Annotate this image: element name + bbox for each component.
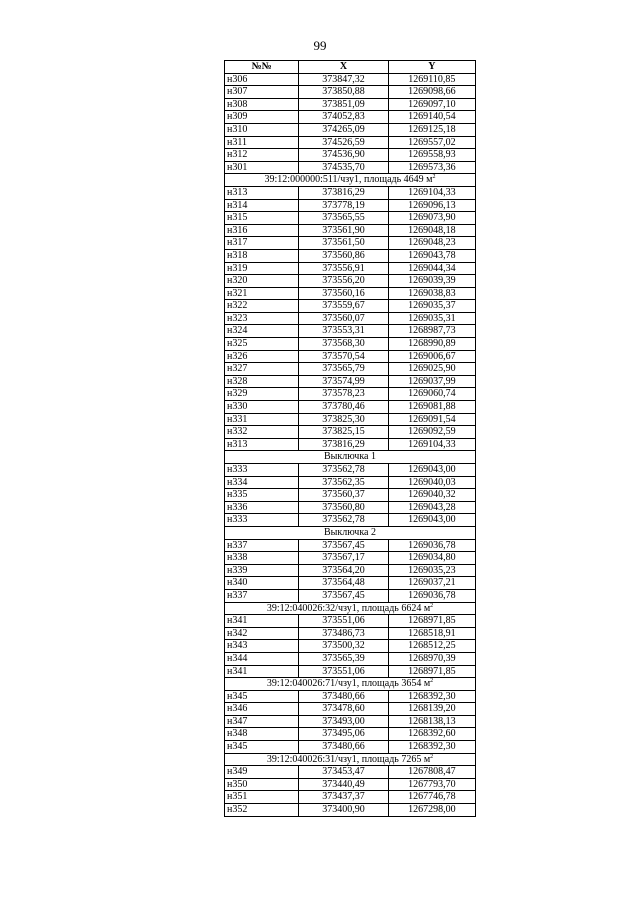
point-cell: н335 — [225, 489, 299, 502]
y-cell: 1269034,80 — [388, 552, 475, 565]
x-cell: 373562,78 — [299, 514, 388, 527]
x-cell: 373562,78 — [299, 464, 388, 477]
section-label: 39:12:040026:71/чзу1, площадь 3654 м — [266, 678, 431, 690]
point-cell: н337 — [225, 539, 299, 552]
table-row — [225, 690, 476, 703]
x-cell: 373486,73 — [299, 627, 388, 640]
x-cell: 373562,35 — [299, 476, 388, 489]
x-cell: 373578,23 — [299, 388, 388, 401]
table-row — [225, 728, 476, 741]
y-cell: 1269558,93 — [388, 149, 475, 162]
section-unit-superscript: 2 — [430, 602, 434, 609]
table-row — [225, 652, 476, 665]
x-cell: 373551,06 — [299, 615, 388, 628]
y-cell: 1268971,85 — [388, 665, 475, 678]
x-cell: 374265,09 — [299, 123, 388, 136]
x-cell: 373816,29 — [299, 438, 388, 451]
x-cell: 373440,49 — [299, 778, 388, 791]
x-cell: 373816,29 — [299, 186, 388, 199]
table-row — [225, 741, 476, 754]
table-row — [225, 363, 476, 376]
header-y: Y — [388, 61, 475, 74]
point-cell: н311 — [225, 136, 299, 149]
y-cell: 1267808,47 — [388, 766, 475, 779]
point-cell: н329 — [225, 388, 299, 401]
y-cell: 1268971,85 — [388, 615, 475, 628]
section-title — [225, 602, 476, 615]
point-cell: н343 — [225, 640, 299, 653]
y-cell: 1269037,21 — [388, 577, 475, 590]
table-row — [225, 136, 476, 149]
point-cell: н350 — [225, 778, 299, 791]
point-cell: н314 — [225, 199, 299, 212]
x-cell: 373567,45 — [299, 539, 388, 552]
table-header-row — [225, 61, 476, 74]
table-row — [225, 338, 476, 351]
table-row — [225, 577, 476, 590]
table-row — [225, 86, 476, 99]
table-section-row — [225, 451, 476, 464]
y-cell: 1269037,99 — [388, 375, 475, 388]
point-cell: н321 — [225, 287, 299, 300]
table-row — [225, 98, 476, 111]
point-cell: н334 — [225, 476, 299, 489]
section-label: Выключка 1 — [323, 451, 376, 463]
section-title — [225, 753, 476, 766]
x-cell: 373560,37 — [299, 489, 388, 502]
point-cell: н348 — [225, 728, 299, 741]
table-row — [225, 262, 476, 275]
point-cell: н349 — [225, 766, 299, 779]
x-cell: 373567,45 — [299, 589, 388, 602]
table-row — [225, 791, 476, 804]
x-cell: 373553,31 — [299, 325, 388, 338]
table-section-row — [225, 174, 476, 187]
table-row — [225, 552, 476, 565]
section-unit-superscript: 2 — [430, 753, 434, 760]
section-label: Выключка 2 — [323, 526, 376, 538]
table-row — [225, 464, 476, 477]
x-cell: 373565,79 — [299, 363, 388, 376]
y-cell: 1269140,54 — [388, 111, 475, 124]
y-cell: 1269035,31 — [388, 312, 475, 325]
x-cell: 373567,17 — [299, 552, 388, 565]
point-cell: н313 — [225, 186, 299, 199]
x-cell: 373560,07 — [299, 312, 388, 325]
x-cell: 373780,46 — [299, 401, 388, 414]
table-row — [225, 804, 476, 817]
section-unit-superscript: 2 — [432, 174, 436, 181]
x-cell: 373825,15 — [299, 426, 388, 439]
x-cell: 373560,80 — [299, 501, 388, 514]
point-cell: н351 — [225, 791, 299, 804]
x-cell: 373500,32 — [299, 640, 388, 653]
table-row — [225, 199, 476, 212]
point-cell: н341 — [225, 615, 299, 628]
y-cell: 1268512,25 — [388, 640, 475, 653]
y-cell: 1268990,89 — [388, 338, 475, 351]
x-cell: 373561,50 — [299, 237, 388, 250]
x-cell: 373400,90 — [299, 804, 388, 817]
point-cell: н338 — [225, 552, 299, 565]
point-cell: н346 — [225, 703, 299, 716]
y-cell: 1269006,67 — [388, 350, 475, 363]
table-row — [225, 388, 476, 401]
y-cell: 1267298,00 — [388, 804, 475, 817]
y-cell: 1269092,59 — [388, 426, 475, 439]
x-cell: 373574,99 — [299, 375, 388, 388]
y-cell: 1269048,23 — [388, 237, 475, 250]
y-cell: 1269038,83 — [388, 287, 475, 300]
point-cell: н308 — [225, 98, 299, 111]
point-cell: н322 — [225, 300, 299, 313]
x-cell: 373568,30 — [299, 338, 388, 351]
point-cell: н316 — [225, 224, 299, 237]
x-cell: 373453,47 — [299, 766, 388, 779]
point-cell: н327 — [225, 363, 299, 376]
coordinates-table — [224, 60, 476, 817]
x-cell: 373570,54 — [299, 350, 388, 363]
table-row — [225, 413, 476, 426]
x-cell: 374535,70 — [299, 161, 388, 174]
x-cell: 373565,39 — [299, 652, 388, 665]
section-title — [225, 451, 476, 464]
table-row — [225, 237, 476, 250]
table-row — [225, 627, 476, 640]
point-cell: н328 — [225, 375, 299, 388]
y-cell: 1267746,78 — [388, 791, 475, 804]
y-cell: 1269073,90 — [388, 212, 475, 225]
x-cell: 373847,32 — [299, 73, 388, 86]
table-row — [225, 300, 476, 313]
section-title — [225, 678, 476, 691]
point-cell: н341 — [225, 665, 299, 678]
y-cell: 1269025,90 — [388, 363, 475, 376]
y-cell: 1267793,70 — [388, 778, 475, 791]
y-cell: 1268970,39 — [388, 652, 475, 665]
y-cell: 1268139,20 — [388, 703, 475, 716]
x-cell: 373478,60 — [299, 703, 388, 716]
point-cell: н313 — [225, 438, 299, 451]
x-cell: 373778,19 — [299, 199, 388, 212]
y-cell: 1269097,10 — [388, 98, 475, 111]
y-cell: 1269104,33 — [388, 186, 475, 199]
y-cell: 1269035,23 — [388, 564, 475, 577]
y-cell: 1269043,78 — [388, 249, 475, 262]
x-cell: 373565,55 — [299, 212, 388, 225]
y-cell: 1269104,33 — [388, 438, 475, 451]
point-cell: н312 — [225, 149, 299, 162]
point-cell: н318 — [225, 249, 299, 262]
point-cell: н307 — [225, 86, 299, 99]
point-cell: н345 — [225, 741, 299, 754]
x-cell: 373850,88 — [299, 86, 388, 99]
x-cell: 373559,67 — [299, 300, 388, 313]
x-cell: 373551,06 — [299, 665, 388, 678]
y-cell: 1269125,18 — [388, 123, 475, 136]
header-x: X — [299, 61, 388, 74]
point-cell: н340 — [225, 577, 299, 590]
point-cell: н336 — [225, 501, 299, 514]
table-row — [225, 123, 476, 136]
y-cell: 1269039,39 — [388, 275, 475, 288]
table-row — [225, 778, 476, 791]
point-cell: н333 — [225, 514, 299, 527]
x-cell: 373437,37 — [299, 791, 388, 804]
x-cell: 373480,66 — [299, 690, 388, 703]
point-cell: н315 — [225, 212, 299, 225]
x-cell: 374052,83 — [299, 111, 388, 124]
point-cell: н332 — [225, 426, 299, 439]
point-cell: н306 — [225, 73, 299, 86]
y-cell: 1268518,91 — [388, 627, 475, 640]
x-cell: 373493,00 — [299, 715, 388, 728]
point-cell: н331 — [225, 413, 299, 426]
point-cell: н337 — [225, 589, 299, 602]
point-cell: н310 — [225, 123, 299, 136]
y-cell: 1269040,03 — [388, 476, 475, 489]
point-cell: н323 — [225, 312, 299, 325]
y-cell: 1268392,30 — [388, 690, 475, 703]
x-cell: 373560,86 — [299, 249, 388, 262]
x-cell: 373556,20 — [299, 275, 388, 288]
x-cell: 374526,59 — [299, 136, 388, 149]
table-row — [225, 275, 476, 288]
x-cell: 373564,20 — [299, 564, 388, 577]
table-row — [225, 564, 476, 577]
table-section-row — [225, 526, 476, 539]
point-cell: н333 — [225, 464, 299, 477]
point-cell: н326 — [225, 350, 299, 363]
table-row — [225, 615, 476, 628]
table-row — [225, 73, 476, 86]
point-cell: н320 — [225, 275, 299, 288]
table-row — [225, 249, 476, 262]
y-cell: 1269043,28 — [388, 501, 475, 514]
page-number: 99 — [313, 38, 327, 53]
x-cell: 373851,09 — [299, 98, 388, 111]
table-row — [225, 438, 476, 451]
table-row — [225, 401, 476, 414]
y-cell: 1269035,37 — [388, 300, 475, 313]
y-cell: 1269081,88 — [388, 401, 475, 414]
point-cell: н342 — [225, 627, 299, 640]
point-cell: н339 — [225, 564, 299, 577]
y-cell: 1268138,13 — [388, 715, 475, 728]
table-row — [225, 715, 476, 728]
x-cell: 373556,91 — [299, 262, 388, 275]
point-cell: н309 — [225, 111, 299, 124]
table-row — [225, 501, 476, 514]
table-row — [225, 212, 476, 225]
section-label: 39:12:040026:31/чзу1, площадь 7265 м — [266, 753, 431, 765]
y-cell: 1269043,00 — [388, 514, 475, 527]
point-cell: н301 — [225, 161, 299, 174]
table-row — [225, 476, 476, 489]
y-cell: 1268392,60 — [388, 728, 475, 741]
point-cell: н345 — [225, 690, 299, 703]
table-row — [225, 111, 476, 124]
table-row — [225, 312, 476, 325]
table-row — [225, 224, 476, 237]
section-title — [225, 174, 476, 187]
table-section-row — [225, 678, 476, 691]
y-cell: 1269040,32 — [388, 489, 475, 502]
x-cell: 374536,90 — [299, 149, 388, 162]
table-row — [225, 766, 476, 779]
table-row — [225, 186, 476, 199]
point-cell: н325 — [225, 338, 299, 351]
section-label: 39:12:000000:511/чзу1, площадь 4649 м — [264, 174, 433, 186]
y-cell: 1269098,66 — [388, 86, 475, 99]
y-cell: 1268392,30 — [388, 741, 475, 754]
y-cell: 1269060,74 — [388, 388, 475, 401]
x-cell: 373564,48 — [299, 577, 388, 590]
point-cell: н324 — [225, 325, 299, 338]
point-cell: н317 — [225, 237, 299, 250]
point-cell: н344 — [225, 652, 299, 665]
y-cell: 1269048,18 — [388, 224, 475, 237]
table-row — [225, 350, 476, 363]
table-row — [225, 539, 476, 552]
section-title — [225, 526, 476, 539]
y-cell: 1269091,54 — [388, 413, 475, 426]
y-cell: 1269573,36 — [388, 161, 475, 174]
point-cell: н352 — [225, 804, 299, 817]
table-row — [225, 426, 476, 439]
table-row — [225, 287, 476, 300]
x-cell: 373495,06 — [299, 728, 388, 741]
point-cell: н347 — [225, 715, 299, 728]
table-section-row — [225, 602, 476, 615]
point-cell: н319 — [225, 262, 299, 275]
section-unit-superscript: 2 — [430, 678, 434, 685]
table-row — [225, 489, 476, 502]
table-row — [225, 514, 476, 527]
table-body — [225, 73, 476, 816]
y-cell: 1269036,78 — [388, 589, 475, 602]
table-row — [225, 161, 476, 174]
y-cell: 1269036,78 — [388, 539, 475, 552]
y-cell: 1269557,02 — [388, 136, 475, 149]
table-row — [225, 640, 476, 653]
section-label: 39:12:040026:32/чзу1, площадь 6624 м — [266, 602, 431, 614]
y-cell: 1269096,13 — [388, 199, 475, 212]
x-cell: 373480,66 — [299, 741, 388, 754]
table-row — [225, 665, 476, 678]
header-point: №№ — [225, 61, 299, 74]
table-row — [225, 589, 476, 602]
y-cell: 1269043,00 — [388, 464, 475, 477]
x-cell: 373825,30 — [299, 413, 388, 426]
table-row — [225, 375, 476, 388]
table-row — [225, 703, 476, 716]
table-row — [225, 325, 476, 338]
y-cell: 1268987,73 — [388, 325, 475, 338]
x-cell: 373561,90 — [299, 224, 388, 237]
table-section-row — [225, 753, 476, 766]
point-cell: н330 — [225, 401, 299, 414]
y-cell: 1269044,34 — [388, 262, 475, 275]
table-row — [225, 149, 476, 162]
y-cell: 1269110,85 — [388, 73, 475, 86]
x-cell: 373560,16 — [299, 287, 388, 300]
